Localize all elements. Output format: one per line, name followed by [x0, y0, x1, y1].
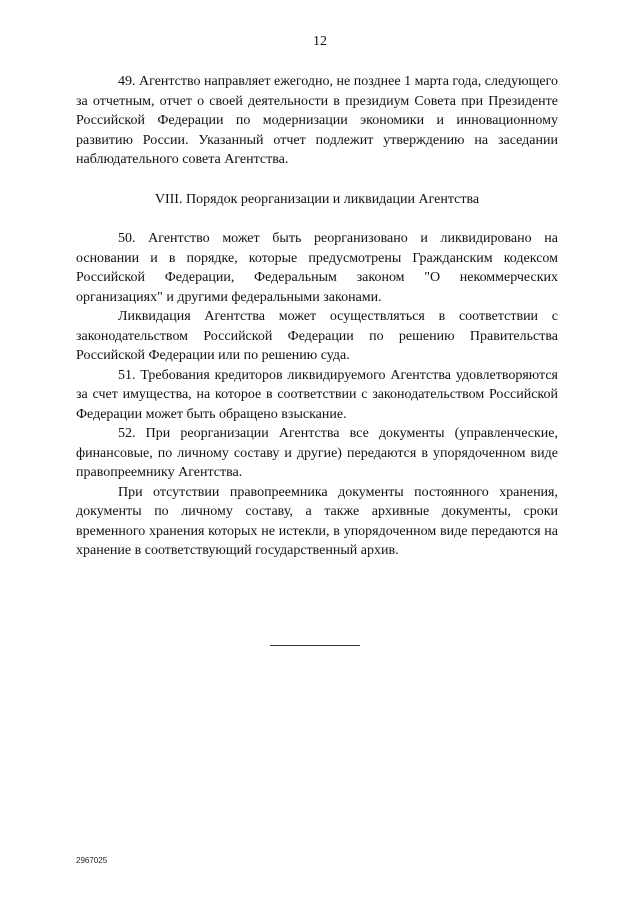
paragraph-52: 52. При реорганизации Агентства все документы (управленческие, финансовые, по личному составу и другие) передаются в упорядоченном виде правопреемнику Агентства.	[76, 426, 558, 480]
page-number: 12	[313, 34, 327, 49]
paragraph-49: 49. Агентство направляет ежегодно, не позднее 1 марта года, следующего за отчетным, отчет о своей деятельности в президиум Совета при Президенте Российской Федерации по модернизации экономики и инновационному развитию России. Указанный отчет подлежит утверждению на заседании наблюдательного совета Агентства.	[76, 74, 558, 167]
paragraph-liquidation: Ликвидация Агентства может осуществляться в соответствии с законодательством Российской Федерации по решению Правительства Российской Федерации или по решению суда.	[76, 309, 558, 363]
paragraph-no-successor: При отсутствии правопреемника документы постоянного хранения, документы по личному составу, а также архивные документы, сроки временного хранения которых не истекли, в упорядоченном виде передаются на хранение в соответствующий государственный архив.	[76, 484, 558, 558]
document-body	[76, 72, 558, 561]
paragraph-51: 51. Требования кредиторов ликвидируемого Агентства удовлетворяются за счет имущества, на которое в соответствии с законодательством Российской Федерации может быть обращено взыскание.	[76, 367, 558, 422]
document-code: 2967025	[76, 856, 108, 865]
paragraph-50: 50. Агентство может быть реорганизовано и ликвидировано на основании и в порядке, которые предусмотрены Гражданским кодексом Российской Федерации, Федеральным законом "О некоммерческих организациях" и другими федеральными законами.	[76, 231, 558, 305]
section-heading: VIII. Порядок реорганизации и ликвидации Агентства	[154, 191, 480, 207]
end-separator-line	[270, 645, 360, 646]
